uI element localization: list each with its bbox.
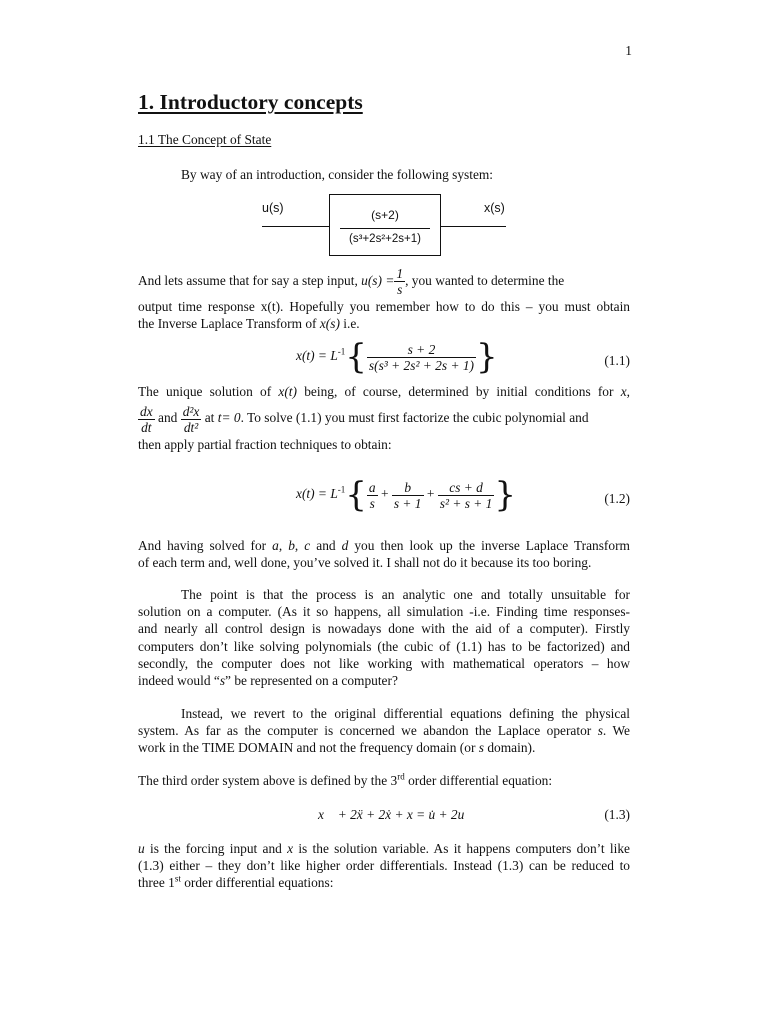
section-title: 1.1 The Concept of State xyxy=(138,132,272,147)
intro-paragraph xyxy=(138,166,630,183)
para2-line2: $\frac{dx}{dt}$ and $\frac{\text{d²x}}{\text{dt²}}$ at t= 0. To solve (1.1) you must first factorize the cubic polynomial and xyxy=(140,403,589,435)
equation-number-1-3: (1.3) xyxy=(604,807,630,822)
equation-1-1: $x(t) = L^{-1}${ $\frac{s + 2}{\text{s(s³ + 2s² + 2s + 1)}}$ } xyxy=(296,337,498,377)
para4-line1: The point is that the process is an analytic one and totally unsuitable for xyxy=(181,587,630,602)
block-diagram xyxy=(262,190,506,262)
para6-line1: The third order system above is defined by the 3rd order differential equation: xyxy=(138,771,553,788)
input-expr: u(s) = xyxy=(361,273,395,288)
para7-line3: three 1st order differential equations: xyxy=(138,873,334,891)
paragraph-having-solved xyxy=(138,537,630,571)
para7-line2: (1.3) either – they don’t like higher order differentials. Instead (1.3) can be reduced to xyxy=(138,858,630,874)
dx-dt-fraction: $\frac{dx}{dt}$ xyxy=(140,403,153,435)
para4-line2: solution on a computer. (As it so happens, all simulation -i.e. Finding time responses- xyxy=(138,604,630,620)
para2-line3: then apply partial fraction techniques to obtain: xyxy=(138,437,392,453)
paragraph-instead xyxy=(138,705,630,757)
para1-line1: And lets assume that for say a step input, u(s) = $\frac{1}{s}$ , you wanted to determine the xyxy=(138,266,565,298)
equation-1-2: $x(t) = L^{-1}${ $\frac{a}{s}$ + $\frac{b}{s + 1}$ + $\frac{cs + d}{\text{s² + s + 1}}$ } xyxy=(296,475,516,515)
input-wire xyxy=(262,226,329,227)
eq1-fraction: $\frac{s + 2}{\text{s(s³ + 2s² + 2s + 1)}}$ xyxy=(368,341,474,373)
paragraph-analytic-process xyxy=(138,586,630,689)
diagram-output-label: x(s) xyxy=(484,201,505,215)
para4-line4: computers don’t like solving polynomials (the cubic of (1.1) has to be factorized) and xyxy=(138,638,630,654)
fraction-bar xyxy=(340,228,430,229)
transfer-denominator: (s³+2s²+2s+1) xyxy=(349,233,421,245)
input-fraction: $\frac{1}{s}$ xyxy=(396,266,404,298)
page-number: 1 xyxy=(625,43,632,58)
paragraph-unique-solution xyxy=(138,383,630,453)
paragraph-step-input xyxy=(138,264,630,332)
para2-line1: The unique solution of x(t) being, of course, determined by initial conditions for x, xyxy=(138,384,630,399)
paragraph-third-order xyxy=(138,772,630,789)
equation-number-1-1: (1.1) xyxy=(604,353,630,368)
paragraph-forcing-input xyxy=(138,840,630,892)
d2x-dt2-fraction: $\frac{\text{d²x}}{\text{dt²}}$ xyxy=(182,403,200,435)
transfer-function-box xyxy=(329,194,441,256)
transfer-numerator: (s+2) xyxy=(371,208,399,222)
para5-line3: work in the TIME DOMAIN and not the frequency domain (or s domain). xyxy=(138,740,536,756)
para5-line2: system. As far as the computer is concerned we abandon the Laplace operator s. We xyxy=(138,723,630,739)
para4-line5: secondly, the computer does not like working with mathematical operators – how xyxy=(138,655,630,671)
para4-line3: and nearly all control design is nowadays done with the aid of a computer). Firstly xyxy=(138,621,630,637)
equation-1-3: x⃛ + 2ẍ + 2ẋ + x = u̇ + 2u xyxy=(318,807,465,822)
diagram-input-label: u(s) xyxy=(262,201,284,215)
para5-line1: Instead, we revert to the original differential equations defining the physical xyxy=(181,706,630,721)
para4-line6: indeed would “s” be represented on a computer? xyxy=(138,672,398,688)
intro-text: By way of an introduction, consider the following system: xyxy=(181,167,494,182)
para1-line2: output time response x(t). Hopefully you remember how to do this – you must obtain xyxy=(138,299,630,314)
output-wire xyxy=(441,226,506,227)
para3-line2: of each term and, well done, you’ve solved it. I shall not do it because its too boring. xyxy=(138,555,592,571)
para1-line3: the Inverse Laplace Transform of x(s) i.e. xyxy=(138,316,360,332)
para7-line1: u is the forcing input and x is the solution variable. As it happens computers don’t like xyxy=(138,841,630,856)
para3-line1: And having solved for a, b, c and d you then look up the inverse Laplace Transform xyxy=(138,538,630,553)
chapter-title: 1. Introductory concepts xyxy=(138,90,363,114)
equation-number-1-2: (1.2) xyxy=(604,491,630,506)
